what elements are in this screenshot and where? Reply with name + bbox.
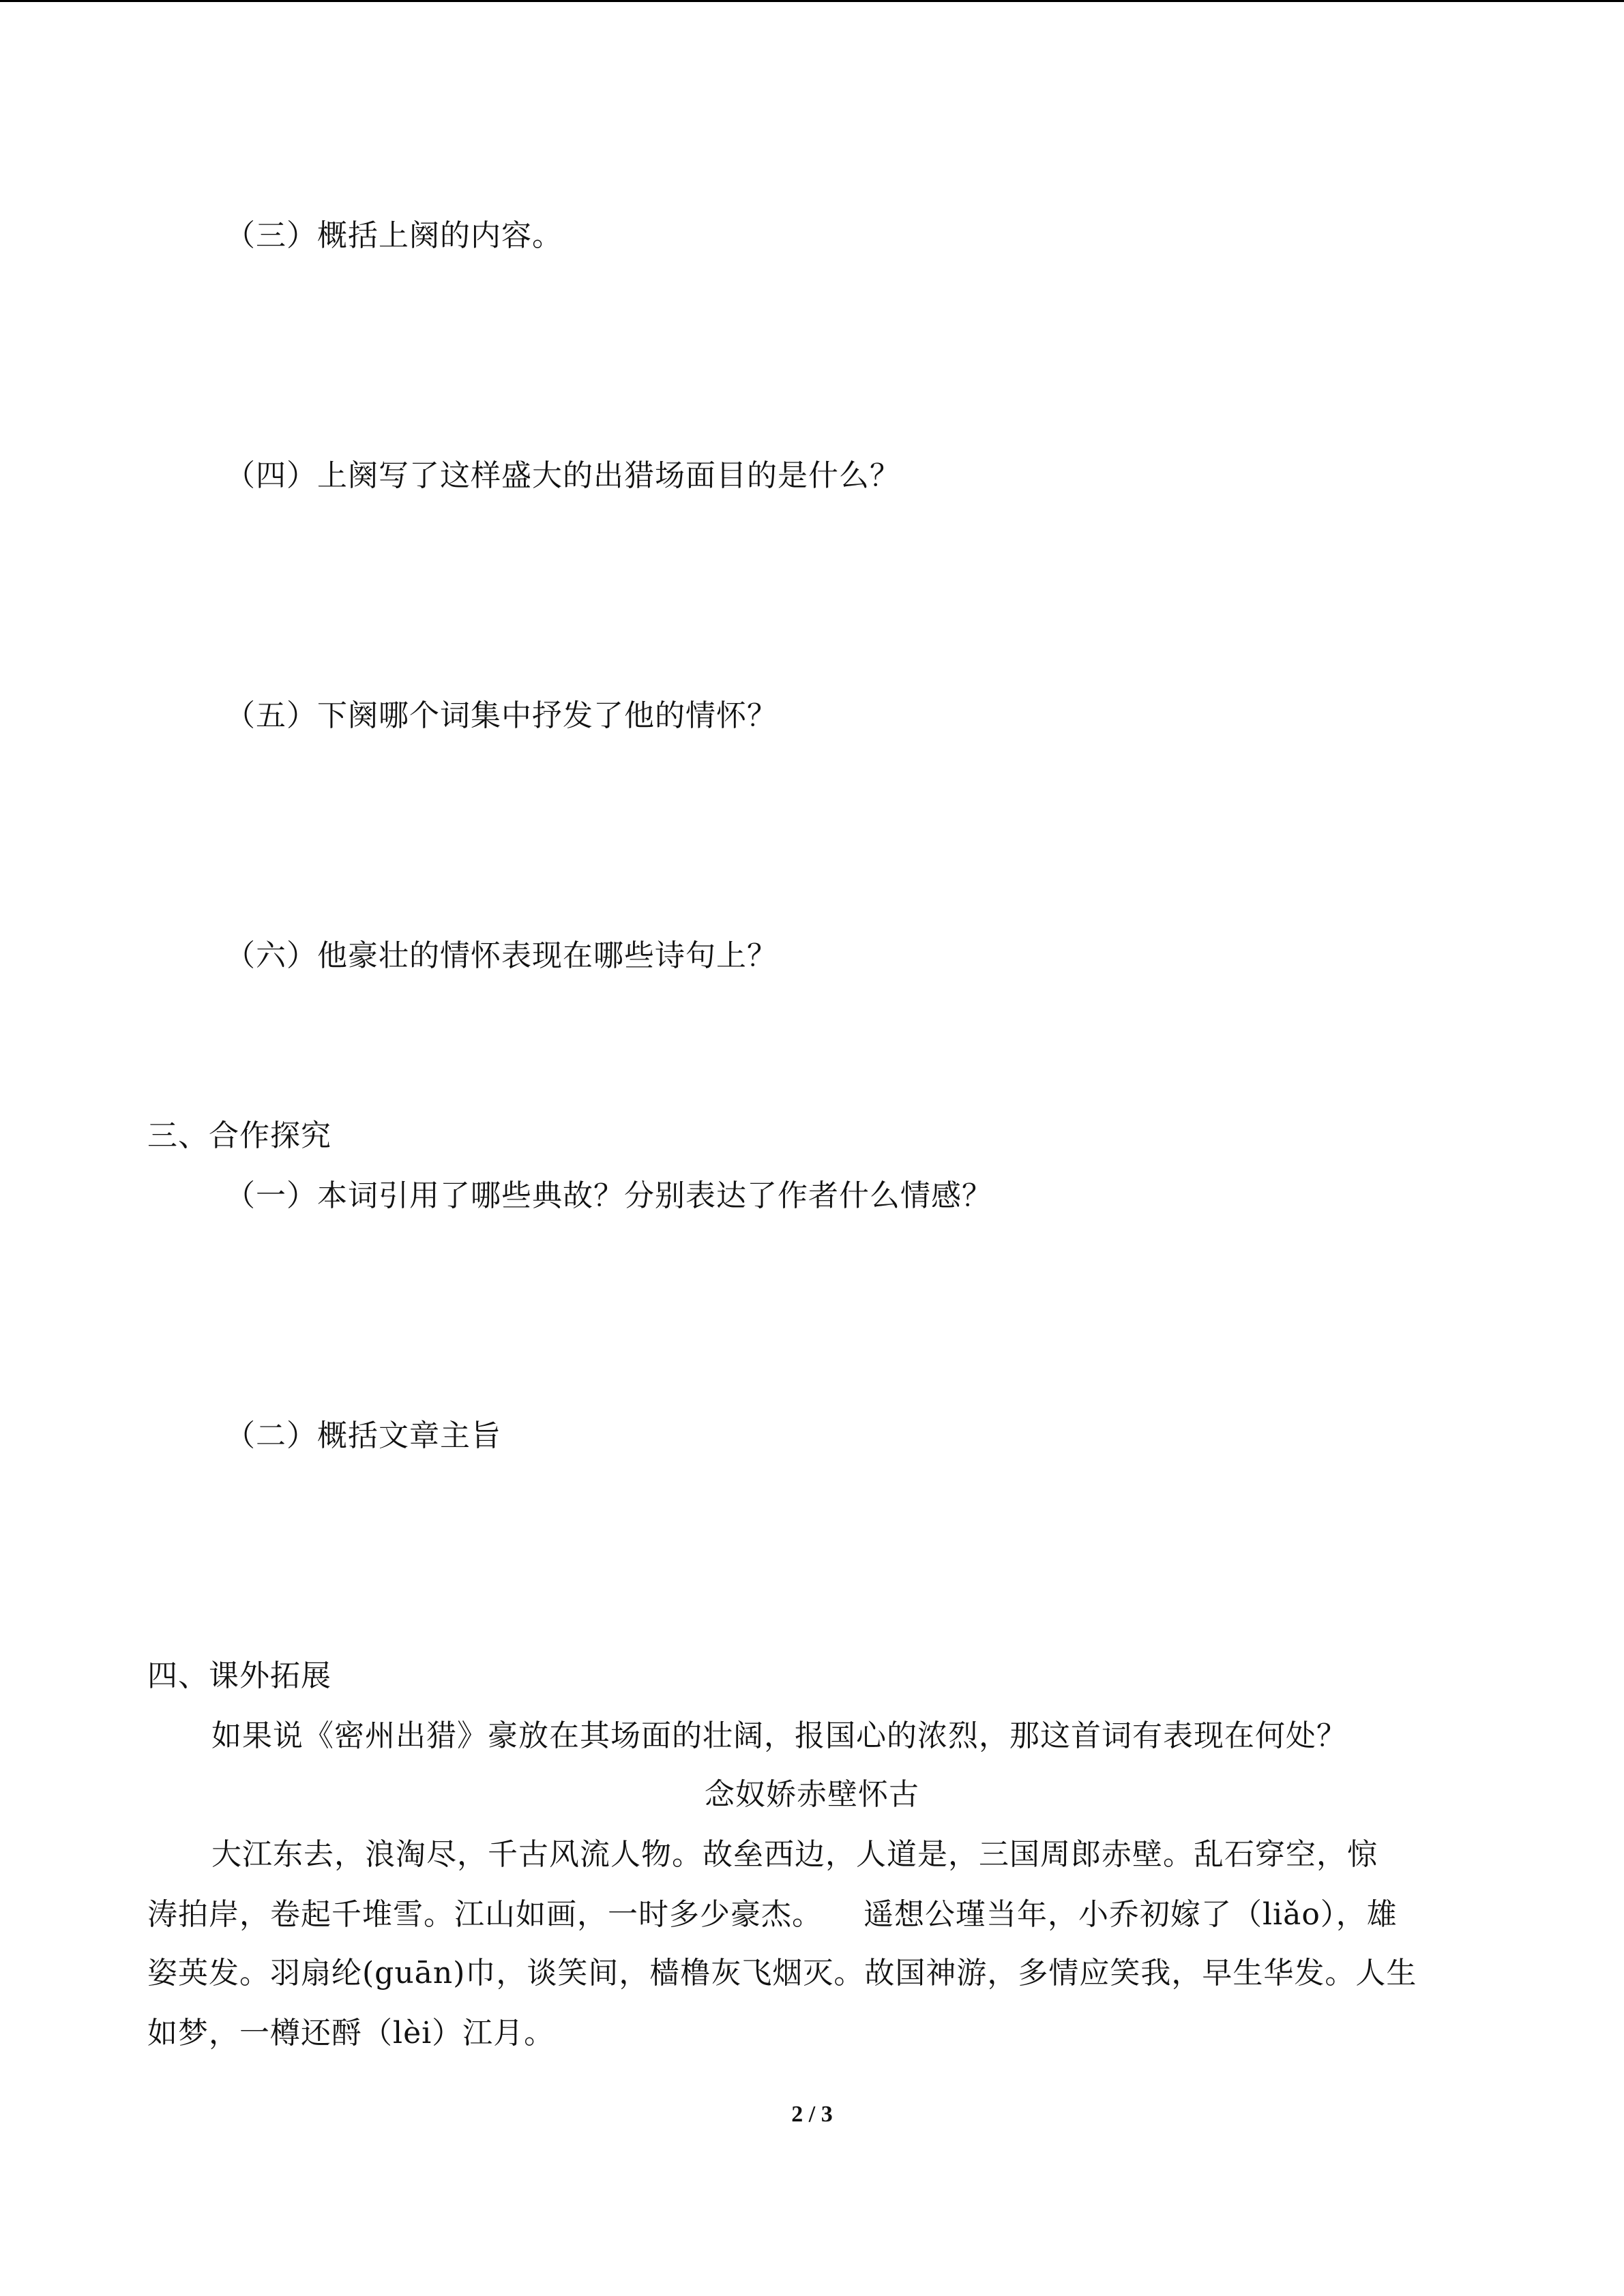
section-3-heading: 三、合作探究 (147, 1118, 331, 1153)
section-3-question-2: （二）概括文章主旨 (225, 1418, 501, 1453)
poem-title: 念奴娇赤壁怀古 (705, 1777, 919, 1812)
question-6: （六）他豪壮的情怀表现在哪些诗句上？ (225, 938, 778, 973)
top-border-line (0, 0, 1624, 2)
question-3: （三）概括上阕的内容。 (225, 218, 563, 253)
section-3-question-1: （一）本词引用了哪些典故？分别表达了作者什么情感？ (225, 1178, 992, 1213)
question-5: （五）下阕哪个词集中抒发了他的情怀？ (225, 698, 778, 733)
poem-line: 大江东去，浪淘尽，千古风流人物。故垒西边，人道是，三国周郎赤壁。乱石穿空，惊 (211, 1837, 1378, 1872)
poem-line: 如梦，一樽还酹（lèi）江月。 (147, 2016, 555, 2051)
question-4: （四）上阕写了这样盛大的出猎场面目的是什么？ (225, 458, 900, 493)
poem-line: 姿英发。羽扇纶(guān)巾，谈笑间，樯橹灰飞烟灭。故国神游，多情应笑我，早生华发。人生 (147, 1956, 1417, 1991)
section-4-intro: 如果说《密州出猎》豪放在其场面的壮阔，报国心的浓烈，那这首词有表现在何处？ (211, 1718, 1347, 1753)
page-number: 2 / 3 (791, 2102, 833, 2127)
section-4-heading: 四、课外拓展 (147, 1658, 331, 1693)
poem-line: 涛拍岸，卷起千堆雪。江山如画，一时多少豪杰。 遥想公瑾当年，小乔初嫁了（liǎo），雄 (147, 1897, 1398, 1932)
